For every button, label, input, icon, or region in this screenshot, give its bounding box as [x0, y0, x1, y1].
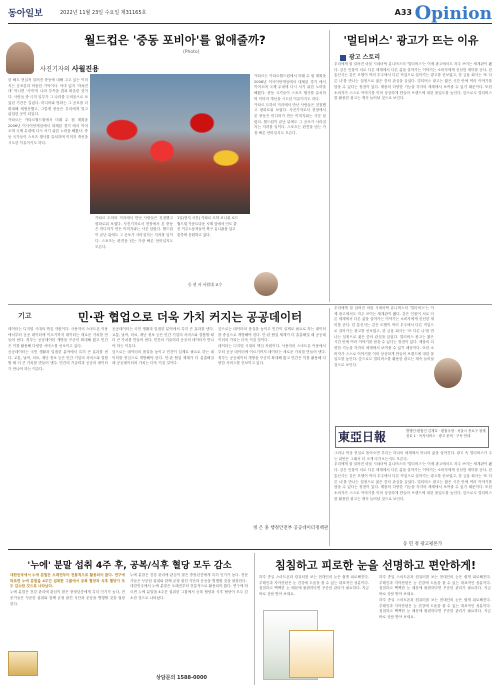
article-body-paragraph: 카타르는 카타르월드컵에서 미래 수 원 계획을 2006년 이사이안게임에서 대체된 경기 에서 이어오며 국제 무대에 다시 서기 위한 노력을 해왔다. 중동 국가들이 스포츠 행사를 유치하며 이미지 개선을 시도한 이유이기도 하다.	[8, 117, 88, 145]
article-body-paragraph: 그러나 막상 현실로 돌아오면 우리는 하나의 세계에서 하나의 삶을 살아간다. 광고 속 멀티버스가 주는 위안은 그래서 더 크게 다가오는지도 모른다.	[334, 451, 492, 461]
article-byline	[40, 64, 99, 74]
section-title-first-letter: O	[414, 2, 432, 24]
ad-body-column	[379, 575, 491, 683]
ad-body-text: 하루 종일 스마트폰과 컴퓨터를 보는 현대인의 눈은 쉽게 피로해진다. 루테인과 지아잔틴은 눈 건강에 도움을 줄 수 있는 대표적인 성분이다. 침침하고 뻑뻑한 눈 때문에 불편하다면 꾸준한 관리가 필요하다. 지금 바로 상담 받아 보세요.	[379, 575, 491, 597]
page-masthead	[8, 4, 492, 24]
ad-body-column-2	[130, 573, 248, 673]
section-divider	[8, 304, 492, 305]
article-headline-worldcup[interactable]: 월드컵은 '중동 포비아'를 없애줄까?	[84, 33, 266, 47]
product-box-image	[8, 651, 38, 676]
column-label-text: 광고 스토리	[349, 54, 381, 61]
article-body-paragraph: 공공데이터는 국민 생활과 밀접한 분야에서 특히 큰 효과를 낸다. 교통, 날씨, 의료, 재난 정보 등은 민간 기업의 서비스와 결합할 때 더 큰 가치를 만들어 낸다. 민간의 기술력과 공공의 데이터가 만나야 하는 이유다.	[8, 349, 108, 371]
section-title	[415, 2, 492, 24]
dateline: 2022년 11월 23일 수요일 제31165호	[60, 10, 147, 16]
ad-body-text: 대한민국에서 누에 분말은 오래전부터 전통적으로 활용되어 왔다. 연구에 따르면 누에 분말을 4주간 섭취한 그룹에서 공복 혈당과 식후 혈당이 모두 감소한 것으로 나타났다.	[130, 584, 248, 600]
ad-body-text: 누에 분말은 건강 관리에 관심이 많은 중장년층에게 특히 인기가 높다. 전문가들은 꾸준한 섭취와 함께 균형 잡힌 식단과 운동을 병행할 것을 권장한다.	[130, 573, 248, 583]
column-divider	[329, 308, 330, 546]
ad-phone[interactable]: 상담문의 1588-0000	[156, 675, 207, 681]
public-data-column-3	[218, 327, 326, 522]
article-body-paragraph: 우리에게 잘 알려진 마블 시네마틱 유니버스의 '멀티버스'는 이제 광고에서도 자주 쓰이는 세계관이 됐다. 같은 인물이 서로 다른 세계에서 다른 삶을 살아가는 이야기는 소비자에게 신선한 재미를 준다. 한 통신사는 같은 모델이 여러 우주에서 다른 직업으로 살아가는 광고를 선보였고, 한 금융 회사는 '또 다른 나'를 만나는 설정으로 젊은 층의 관심을 끌었다. 멀티버스 광고는 짧은 시간 안에 여러 이야기를 담을 수 있다는 장점이 있다. 제품의 다양한 기능을 각각의 세계에서 보여줄 수 있기 때문이다. 또한 소비자가 스스로 이야기를 이어 상상하게 만들어 브랜드에 대한 몰입도를 높인다. 앞으로도 멀티버스를 활용한 광고는 계속 늘어날 것으로 보인다.	[334, 462, 492, 501]
article-body-paragraph: 데이터는 디지털 시대의 핵심 자원이다. 사용자의 스마트폰 이용에서부터 공공 데이터에 이르기까지 데이터는 새로운 가치를 만들어 낸다. 정부는 공공데이터 개방을 꾸준히 확대해 왔고 민간은 이를 활용해 다양한 서비스를 선보이고 있다.	[218, 344, 326, 366]
right-column-body	[334, 451, 492, 539]
article-body-paragraph: 한 해도 현실적 알려진 중동에 대해 고고 있는 이미지는 공포감과 어둠한 기억이다. 아마 넓지 '자폭전대' 아니면 '사막'의 나라 부족을 겹쳐 떠올린 것이다. 사람들 중 극히 일부가 그 나라를 두려움으로 보았던 기간은 길었다. 미디어와 영화는 그 공포를 더 확대해 재생산했고, 그렇게 중동은 우리에게 멀고 위험한 곳이 되었다.	[8, 78, 88, 117]
article-photo	[90, 74, 250, 214]
newspaper-name: 동아일보	[8, 9, 43, 19]
ad-banner-text	[259, 575, 369, 609]
advertisement-eye-care[interactable]	[259, 555, 492, 685]
headline-photo-source: (Photo)	[183, 50, 200, 55]
column-label	[340, 52, 490, 61]
label-square-icon	[340, 55, 346, 61]
photo-caption: 1일(현지 시간) 카타르 도하 코니쉬 로드 월드컵 카운트다운 시계 앞에서 인도 출신 이주노동자들이 축구 유니폼을 입고 춤추며 응원하고 있다.	[177, 216, 239, 237]
paper-info-box	[335, 426, 489, 448]
ad-divider	[8, 549, 492, 550]
section-title-rest: pinion	[431, 4, 492, 24]
public-data-byline: 정 은 홍 행정안전부 공공데이터정책관	[253, 526, 329, 531]
article-body-paragraph: 카타르 도하의 거리에서 만난 사람들은 친절했고 평화로워 보였다. 사진기자로서 현장에서 본 중동은 미디어가 만든 이미지와는 사뭇 달랐다. 월드컵이 끝난 뒤에도 그 공포가 사라질지는 지켜볼 일이다. 스포츠는 편견을 넘는 가장 빠른 언어일지도 모른다.	[254, 102, 326, 136]
paper-info-text: 발행인·편집인 김재호 · 편집국장 · 서울시 종로구 청계천로 1 · 독자서비스 · 광고 문의 · 구독 안내	[406, 429, 486, 438]
ad-body-text: 하루 종일 스마트폰과 컴퓨터를 보는 현대인의 눈은 쉽게 피로해진다. 루테인과 지아잔틴은 눈 건강에 도움을 줄 수 있는 대표적인 성분이다. 침침하고 뻑뻑한 눈 때문에 불편하다면 꾸준한 관리가 필요하다. 지금 바로 상담 받아 보세요.	[379, 597, 491, 619]
contribution-kicker: 기고	[18, 312, 32, 320]
author-portrait	[6, 42, 34, 74]
article-body-paragraph: 앞으로는 데이터의 품질을 높이고 민간이 실제로 필요로 하는 데이터를 중심으로 개방해야 한다. 민·관 협업 체계가 더 촘촘해질 때 공공데이터의 가치는 더욱 커질 것이다.	[112, 349, 214, 366]
ad-lead: 대한민국에서 누에 분말은 오래전부터 전통적으로 활용되어 왔다. 연구에 따르면 누에 분말을 4주간 섭취한 그룹에서 공복 혈당과 식후 혈당이 모두 감소한 것으로 나타났다.	[10, 573, 125, 589]
ad-body-text: 하루 종일 스마트폰과 컴퓨터를 보는 현대인의 눈은 쉽게 피로해진다. 루테인과 지아잔틴은 눈 건강에 도움을 줄 수 있는 대표적인 성분이다. 침침하고 뻑뻑한 눈 때문에 불편하다면 꾸준한 관리가 필요하다. 지금 바로 상담 받아 보세요.	[259, 575, 369, 597]
multiverse-article-body	[334, 62, 492, 302]
article-body-paragraph: 앞으로는 데이터의 품질을 높이고 민간이 실제로 필요로 하는 데이터를 중심으로 개방해야 한다. 민·관 협업 체계가 더 촘촘해질 때 공공데이터의 가치는 더욱 커질 것이다.	[218, 327, 326, 343]
article-body-paragraph: 공공데이터는 국민 생활과 밀접한 분야에서 특히 큰 효과를 낸다. 교통, 날씨, 의료, 재난 정보 등은 민간 기업의 서비스와 결합할 때 더 큰 가치를 만들어 낸다. 민간의 기술력과 공공의 데이터가 만나야 하는 이유다.	[112, 327, 214, 349]
article-headline-public-data[interactable]: 민·관 협업으로 더욱 가치 커지는 공공데이터	[77, 310, 303, 324]
multiverse-article-body-continued	[334, 306, 434, 422]
article-body-paragraph: 데이터는 디지털 시대의 핵심 자원이다. 사용자의 스마트폰 이용에서부터 공공 데이터에 이르기까지 데이터는 새로운 가치를 만들어 낸다. 정부는 공공데이터 개방을 꾸준히 확대해 왔고 민간은 이를 활용해 다양한 서비스를 선보이고 있다.	[8, 327, 108, 349]
article-body-paragraph: 우리에게 잘 알려진 마블 시네마틱 유니버스의 '멀티버스'는 이제 광고에서도 자주 쓰이는 세계관이 됐다. 같은 인물이 서로 다른 세계에서 다른 삶을 살아가는 이야기는 소비자에게 신선한 재미를 준다. 한 통신사는 같은 모델이 여러 우주에서 다른 직업으로 살아가는 광고를 선보였고, 한 금융 회사는 '또 다른 나'를 만나는 설정으로 젊은 층의 관심을 끌었다. 멀티버스 광고는 짧은 시간 안에 여러 이야기를 담을 수 있다는 장점이 있다. 제품의 다양한 기능을 각각의 세계에서 보여줄 수 있기 때문이다. 또한 소비자가 스스로 이야기를 이어 상상하게 만들어 브랜드에 대한 몰입도를 높인다. 앞으로도 멀티버스를 활용한 광고는 계속 늘어날 것으로 보인다.	[334, 306, 434, 368]
ad-headline: 침침하고 피로한 눈을 선명하고 편안하게!	[275, 559, 476, 572]
public-data-column-2	[112, 327, 214, 527]
article-body-column-2	[95, 216, 173, 300]
right-column-byline: 동 민 정 광고평론가	[403, 542, 443, 547]
ad-headline: '누에' 분말 섭취 4주 후, 공복/식후 혈당 모두 감소	[27, 560, 232, 571]
article-body-paragraph: 카타르 도하의 거리에서 만난 사람들은 친절했고 평화로워 보였다. 사진기자로서 현장에서 본 중동은 미디어가 만든 이미지와는 사뭇 달랐다. 월드컵이 끝난 뒤에도 그 공포가 사라질지는 지켜볼 일이다. 스포츠는 편견을 넘는 가장 빠른 언어일지도 모른다.	[95, 216, 173, 249]
contributor-byline: 동 현 자 서원대 교수	[188, 282, 223, 287]
byline-role: 사진기자의	[40, 66, 70, 73]
article-body-paragraph: 우리에게 잘 알려진 마블 시네마틱 유니버스의 '멀티버스'는 이제 광고에서도 자주 쓰이는 세계관이 됐다. 같은 인물이 서로 다른 세계에서 다른 삶을 살아가는 이야기는 소비자에게 신선한 재미를 준다. 한 통신사는 같은 모델이 여러 우주에서 다른 직업으로 살아가는 광고를 선보였고, 한 금융 회사는 '또 다른 나'를 만나는 설정으로 젊은 층의 관심을 끌었다. 멀티버스 광고는 짧은 시간 안에 여러 이야기를 담을 수 있다는 장점이 있다. 제품의 다양한 기능을 각각의 세계에서 보여줄 수 있기 때문이다. 또한 소비자가 스스로 이야기를 이어 상상하게 만들어 브랜드에 대한 몰입도를 높인다. 앞으로도 멀티버스를 활용한 광고는 계속 늘어날 것으로 보인다.	[334, 62, 492, 101]
product-box-image	[289, 630, 334, 678]
paper-info-title: 東亞日報	[338, 430, 387, 444]
ad-body-column-1	[10, 573, 125, 651]
column-divider	[329, 30, 330, 302]
article-body-paragraph: 카타르는 카타르월드컵에서 미래 수 원 계획을 2006년 이사이안게임에서 대체된 경기 에서 이어오며 국제 무대에 다시 서기 위한 노력을 해왔다. 중동 국가들이 스포츠 행사를 유치하며 이미지 개선을 시도한 이유이기도 하다.	[254, 74, 326, 101]
advertisement-silkworm[interactable]	[8, 555, 251, 685]
page-number: A33	[394, 8, 412, 17]
public-data-column-1	[8, 327, 108, 527]
columnist-photo	[434, 358, 462, 388]
byline-name: 사월진용	[71, 65, 99, 73]
article-body-column-1	[8, 78, 88, 300]
ad-divider-vertical	[254, 553, 255, 685]
article-body-column-3	[254, 74, 326, 269]
article-headline-multiverse[interactable]: '멀티버스' 광고가 뜨는 이유	[343, 34, 479, 47]
ad-body-text: 누에 분말은 건강 관리에 관심이 많은 중장년층에게 특히 인기가 높다. 전문가들은 꾸준한 섭취와 함께 균형 잡힌 식단과 운동을 병행할 것을 권장한다.	[10, 590, 125, 606]
